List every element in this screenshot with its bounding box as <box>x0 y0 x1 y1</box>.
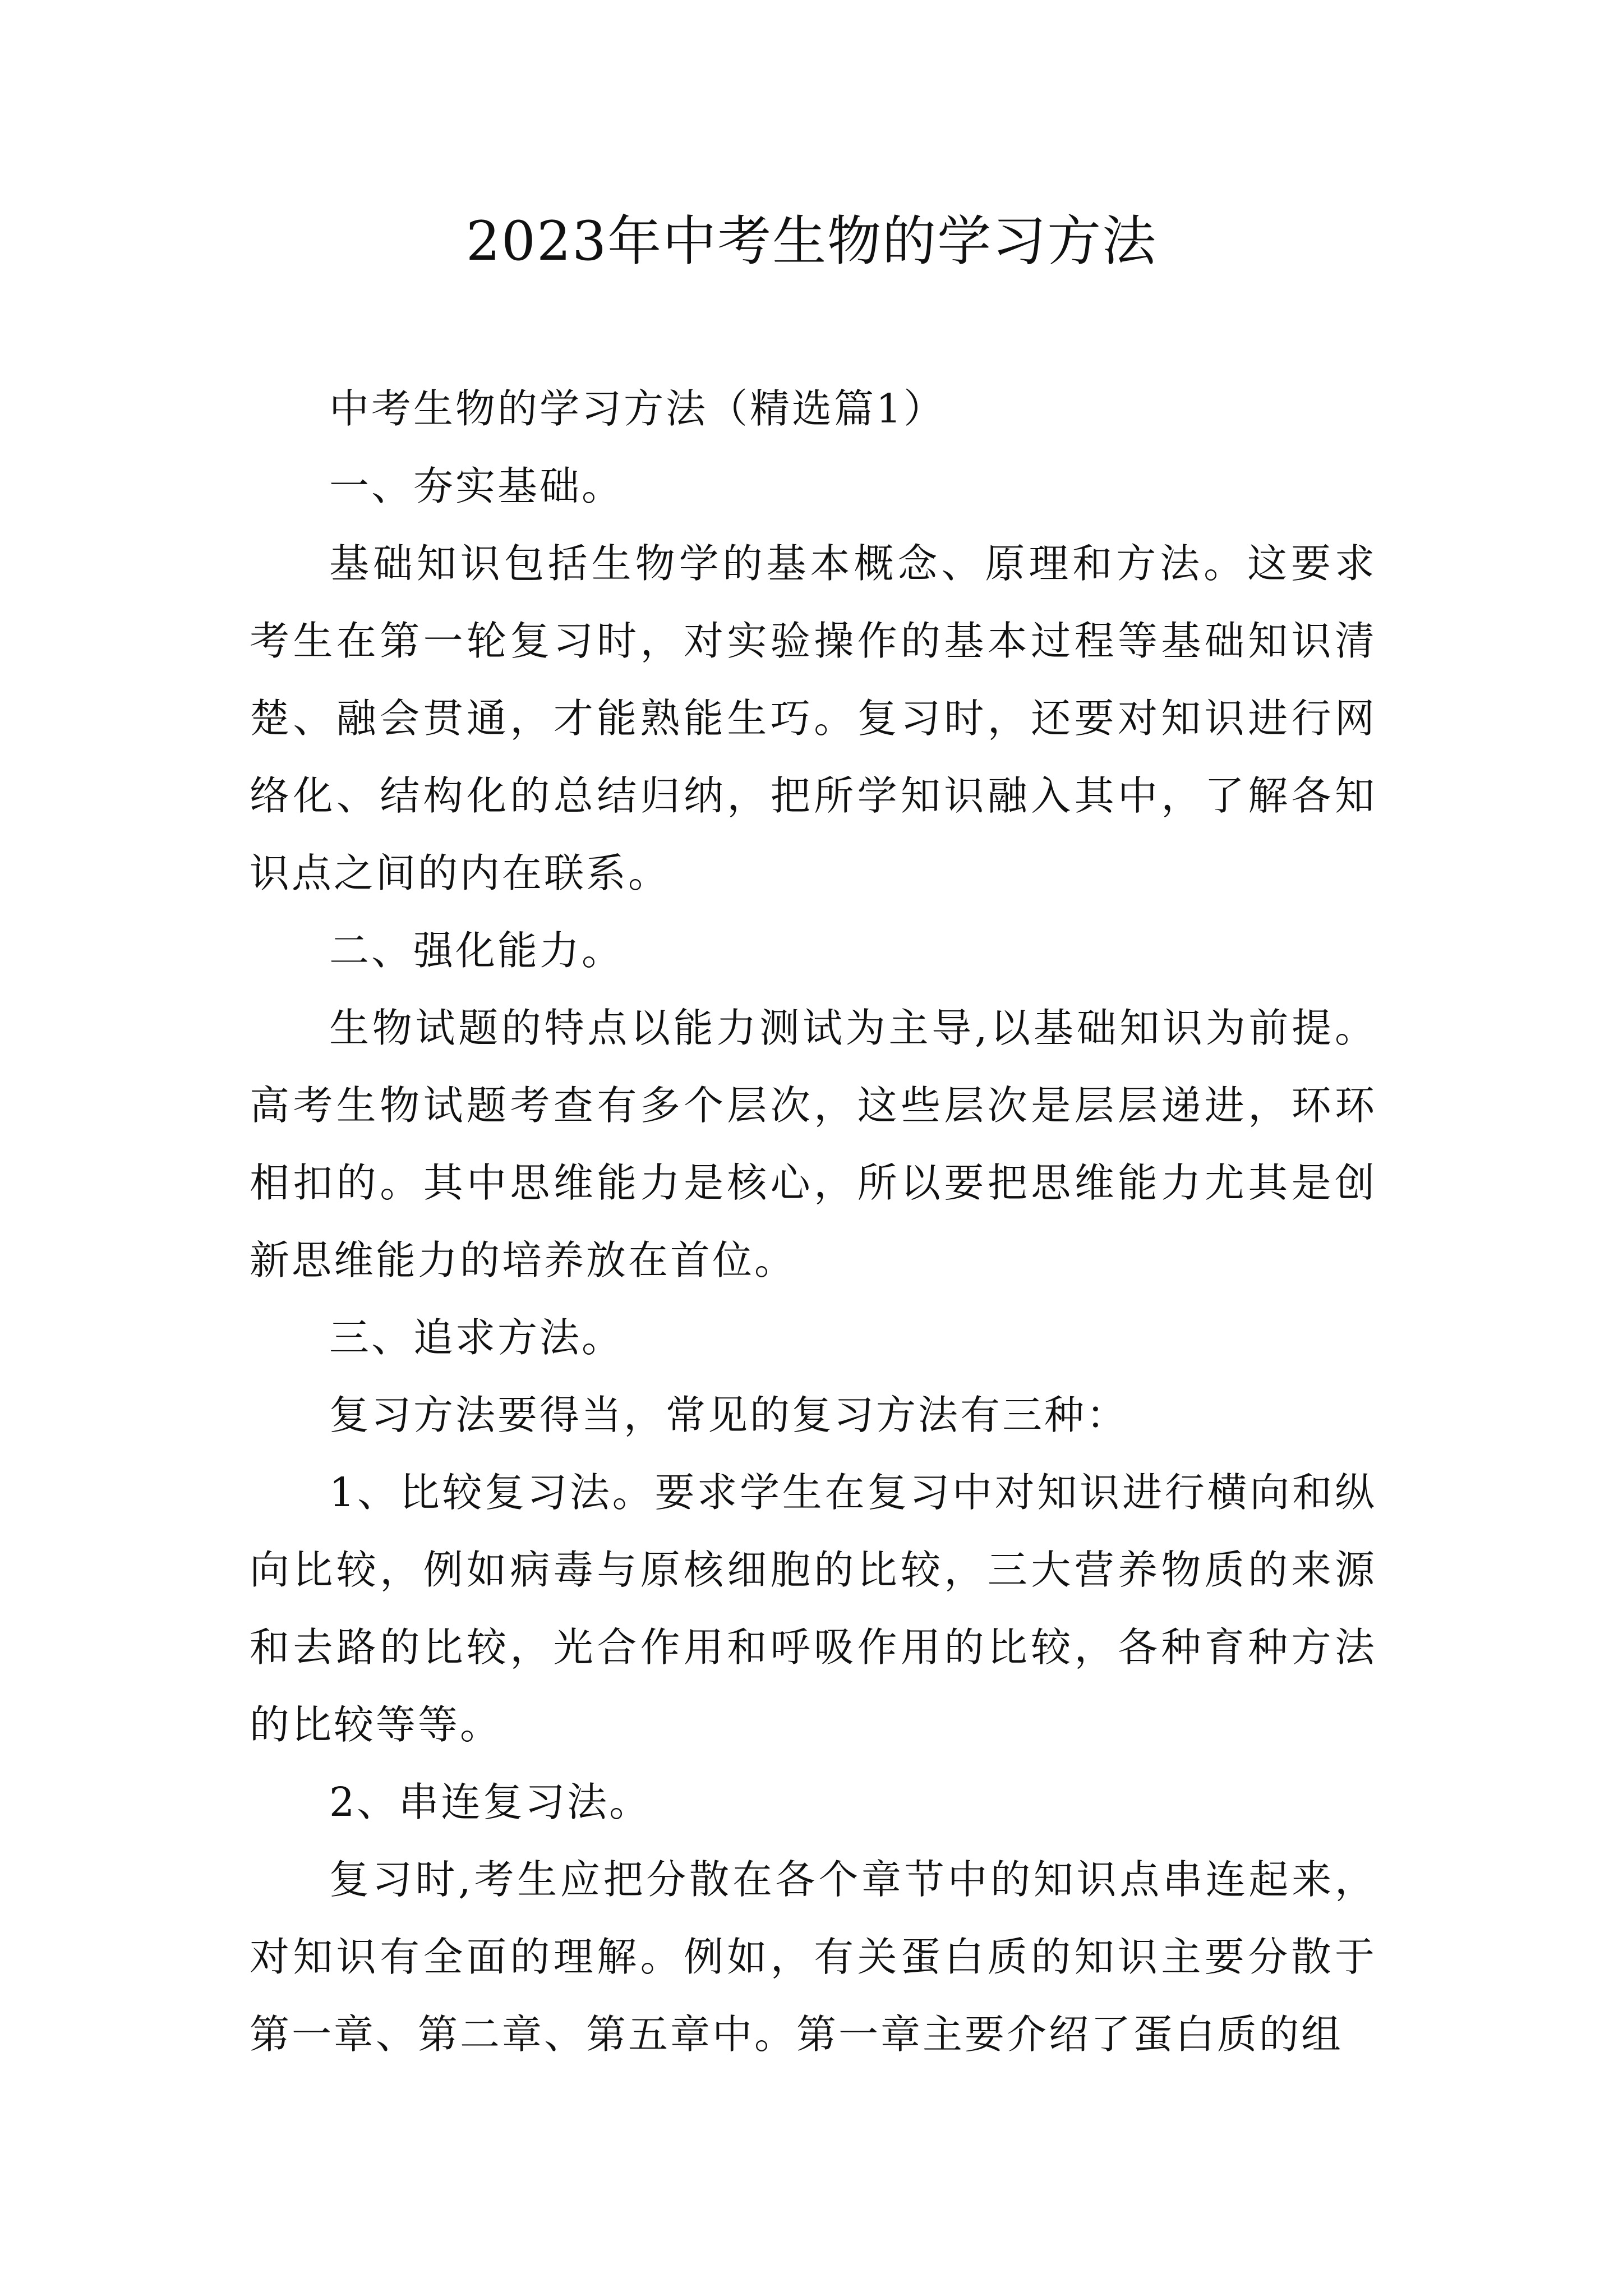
paragraph-2: 生物试题的特点以能力测试为主导,以基础知识为前提。高考生物试题考查有多个层次，这些层次是层层递进，环环相扣的。其中思维能力是核心，所以要把思维能力尤其是创新思维能力的培养放在首位。 <box>250 1005 1377 1283</box>
paragraph-6: 复习时,考生应把分散在各个章节中的知识点串连起来，对知识有全面的理解。例如，有关蛋白质的知识主要分散于第一章、第二章、第五章中。第一章主要介绍了蛋白质的组 <box>250 1856 1377 2058</box>
paragraph-1: 基础知识包括生物学的基本概念、原理和方法。这要求考生在第一轮复习时，对实验操作的基本过程等基础知识清楚、融会贯通，才能熟能生巧。复习时，还要对知识进行网络化、结构化的总结归纳，把所学知识融入其中，了解各知识点之间的内在联系。 <box>250 540 1377 896</box>
document-body <box>250 370 1377 2073</box>
paragraph-4: 1、比较复习法。要求学生在复习中对知识进行横向和纵向比较，例如病毒与原核细胞的比较，三大营养物质的来源和去路的比较，光合作用和呼吸作用的比较，各种育种方法的比较等等。 <box>250 1469 1377 1748</box>
section-heading-selected-1: 中考生物的学习方法（精选篇1） <box>329 385 946 432</box>
paragraph-5: 2、串连复习法。 <box>329 1779 652 1825</box>
paragraph-3: 复习方法要得当，常见的复习方法有三种： <box>329 1392 1129 1438</box>
subheading-2: 二、强化能力。 <box>329 927 624 974</box>
document-title: 2023年中考生物的学习方法 <box>465 210 1158 273</box>
subheading-3: 三、追求方法。 <box>329 1314 624 1361</box>
subheading-1: 一、夯实基础。 <box>329 463 624 509</box>
